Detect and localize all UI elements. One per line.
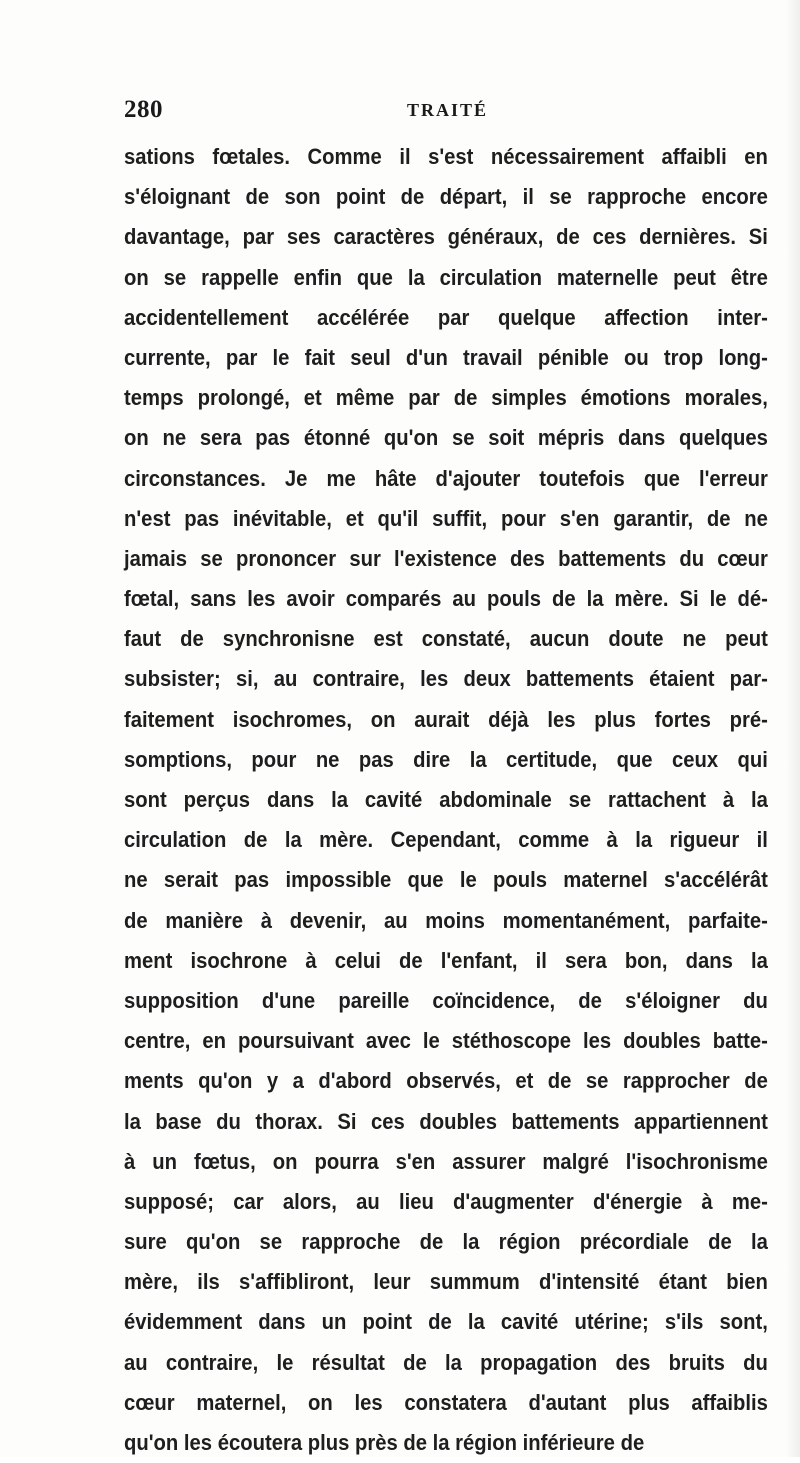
text-line: sont perçus dans la cavité abdominale se rattachent à la	[124, 787, 768, 812]
text-line: circulation de la mère. Cependant, comme à la rigueur il	[124, 827, 768, 853]
text-line: currente, par le fait seul d'un travail pénible ou trop long-	[124, 344, 768, 370]
text-line: sations fœtales. Comme il s'est nécessairement affaibli en	[124, 144, 768, 169]
text-line: de manière à devenir, au moins momentanément, parfaite-	[124, 907, 768, 933]
page-edge-shadow	[786, 0, 800, 1457]
text-line: la base du thorax. Si ces doubles battements appartiennent	[124, 1108, 768, 1134]
text-line: somptions, pour ne pas dire la certitude, que ceux qui	[124, 746, 768, 772]
text-line: ne serait pas impossible que le pouls maternel s'accélérât	[124, 867, 768, 893]
text-line: centre, en poursuivant avec le stéthoscope les doubles batte-	[124, 1028, 768, 1054]
text-line: davantage, par ses caractères généraux, de ces dernières. Si	[124, 224, 768, 250]
text-line: mère, ils s'affibliront, leur summum d'intensité étant bien	[124, 1269, 768, 1295]
text-line: accidentellement accélérée par quelque affection inter-	[124, 304, 768, 330]
text-line: jamais se prononcer sur l'existence des battements du cœur	[124, 545, 768, 571]
text-line: faut de synchronisne est constaté, aucun doute ne peut	[124, 626, 768, 652]
text-line: subsister; si, au contraire, les deux battements étaient par-	[124, 666, 768, 692]
text-line: évidemment dans un point de la cavité utérine; s'ils sont,	[124, 1309, 768, 1335]
page-number: 280	[124, 96, 163, 123]
text-line: ments qu'on y a d'abord observés, et de se rapprocher de	[124, 1068, 768, 1094]
text-line: supposé; car alors, au lieu d'augmenter d'énergie à me-	[124, 1188, 768, 1214]
text-line: ment isochrone à celui de l'enfant, il sera bon, dans la	[124, 947, 768, 973]
text-line: on ne sera pas étonné qu'on se soit mépris dans quelques	[124, 425, 768, 451]
text-line: à un fœtus, on pourra s'en assurer malgré l'isochronisme	[124, 1148, 768, 1174]
text-line: on se rappelle enfin que la circulation maternelle peut être	[124, 264, 768, 290]
text-line: faitement isochromes, on aurait déjà les plus fortes pré-	[124, 706, 768, 732]
text-line: n'est pas inévitable, et qu'il suffit, pour s'en garantir, de ne	[124, 505, 768, 531]
text-line: qu'on les écoutera plus près de la région inférieure de	[124, 1430, 645, 1455]
text-line: s'éloignant de son point de départ, il se rapproche encore	[124, 184, 768, 210]
body-text	[124, 137, 768, 1463]
text-line: sure qu'on se rapproche de la région précordiale de la	[124, 1229, 768, 1255]
text-line: circonstances. Je me hâte d'ajouter toutefois que l'erreur	[124, 465, 768, 491]
text-line: supposition d'une pareille coïncidence, de s'éloigner du	[124, 987, 768, 1013]
running-title: TRAITÉ	[407, 100, 489, 120]
text-line: fœtal, sans les avoir comparés au pouls de la mère. Si le dé-	[124, 586, 768, 612]
text-line: cœur maternel, on les constatera d'autant plus affaiblis	[124, 1389, 768, 1415]
running-head	[124, 96, 768, 126]
text-line: au contraire, le résultat de la propagation des bruits du	[124, 1349, 768, 1375]
text-line: temps prolongé, et même par de simples émotions morales,	[124, 385, 768, 411]
